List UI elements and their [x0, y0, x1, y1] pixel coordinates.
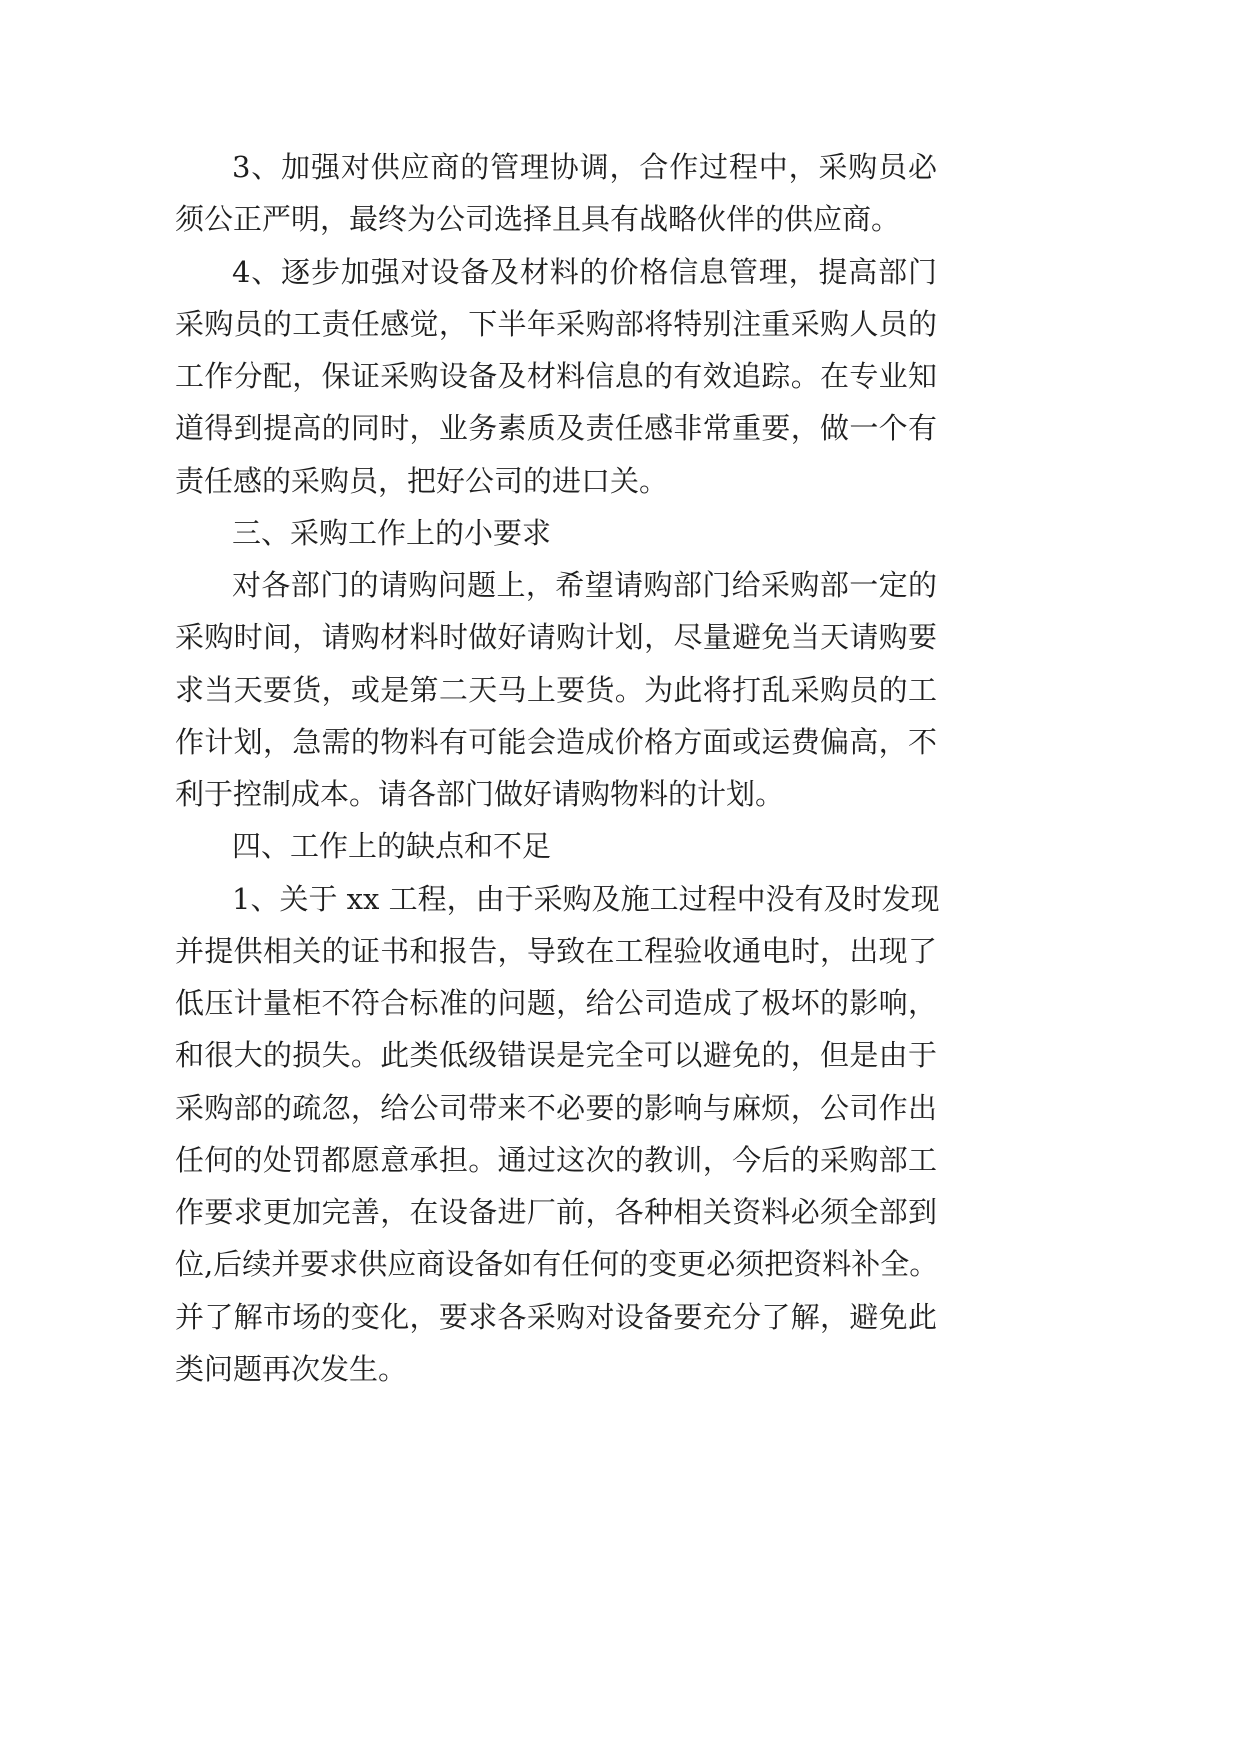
text-line: 采购员的工责任感觉，下半年采购部将特别注重采购人员的	[175, 306, 937, 341]
text-line: 利于控制成本。请各部门做好请购物料的计划。	[175, 777, 785, 811]
text-line: 采购时间，请购材料时做好请购计划，尽量避免当天请购要	[175, 620, 937, 655]
text-line: 位,后续并要求供应商设备如有任何的变更必须把资料补全。	[175, 1247, 939, 1282]
section-heading: 三、采购工作上的小要求	[232, 515, 552, 550]
paragraph-item-4	[175, 246, 937, 507]
paragraph-item-1	[175, 873, 940, 1396]
text-line: 须公正严明，最终为公司选择且具有战略伙伴的供应商。	[175, 202, 901, 237]
text-line: 并了解市场的变化，要求各采购对设备要充分了解，避免此	[175, 1299, 937, 1334]
text-line: 责任感的采购员，把好公司的进口关。	[175, 463, 669, 498]
text-line: 1、关于 xx 工程，由于采购及施工过程中没有及时发现	[232, 881, 940, 916]
text-line: 采购部的疏忽，给公司带来不必要的影响与麻烦，公司作出	[175, 1090, 937, 1125]
document-body	[175, 141, 940, 1395]
text-line: 4、逐步加强对设备及材料的价格信息管理，提高部门	[232, 254, 937, 289]
paragraph-item-3	[175, 141, 937, 246]
text-line: 低压计量柜不符合标准的问题，给公司造成了极坏的影响，	[175, 986, 937, 1020]
text-line: 作要求更加完善，在设备进厂前，各种相关资料必须全部到	[175, 1195, 937, 1229]
paragraph-request-guidelines	[175, 559, 937, 820]
text-line: 对各部门的请购问题上，希望请购部门给采购部一定的	[232, 568, 937, 602]
section-heading-4	[175, 820, 937, 872]
text-line: 求当天要货，或是第二天马上要货。为此将打乱采购员的工	[175, 672, 937, 707]
section-heading-3	[175, 507, 937, 559]
section-heading: 四、工作上的缺点和不足	[232, 829, 552, 864]
text-line: 任何的处罚都愿意承担。通过这次的教训，今后的采购部工	[175, 1142, 937, 1177]
text-line: 3、加强对供应商的管理协调，合作过程中，采购员必	[232, 150, 937, 184]
text-line: 工作分配，保证采购设备及材料信息的有效追踪。在专业知	[175, 359, 937, 393]
text-line: 和很大的损失。此类低级错误是完全可以避免的，但是由于	[175, 1038, 937, 1073]
text-line: 并提供相关的证书和报告，导致在工程验收通电时，出现了	[175, 933, 937, 968]
text-line: 类问题再次发生。	[175, 1351, 408, 1386]
text-line: 作计划，急需的物料有可能会造成价格方面或运费偏高，不	[175, 724, 937, 759]
text-line: 道得到提高的同时，业务素质及责任感非常重要，做一个有	[175, 411, 937, 446]
